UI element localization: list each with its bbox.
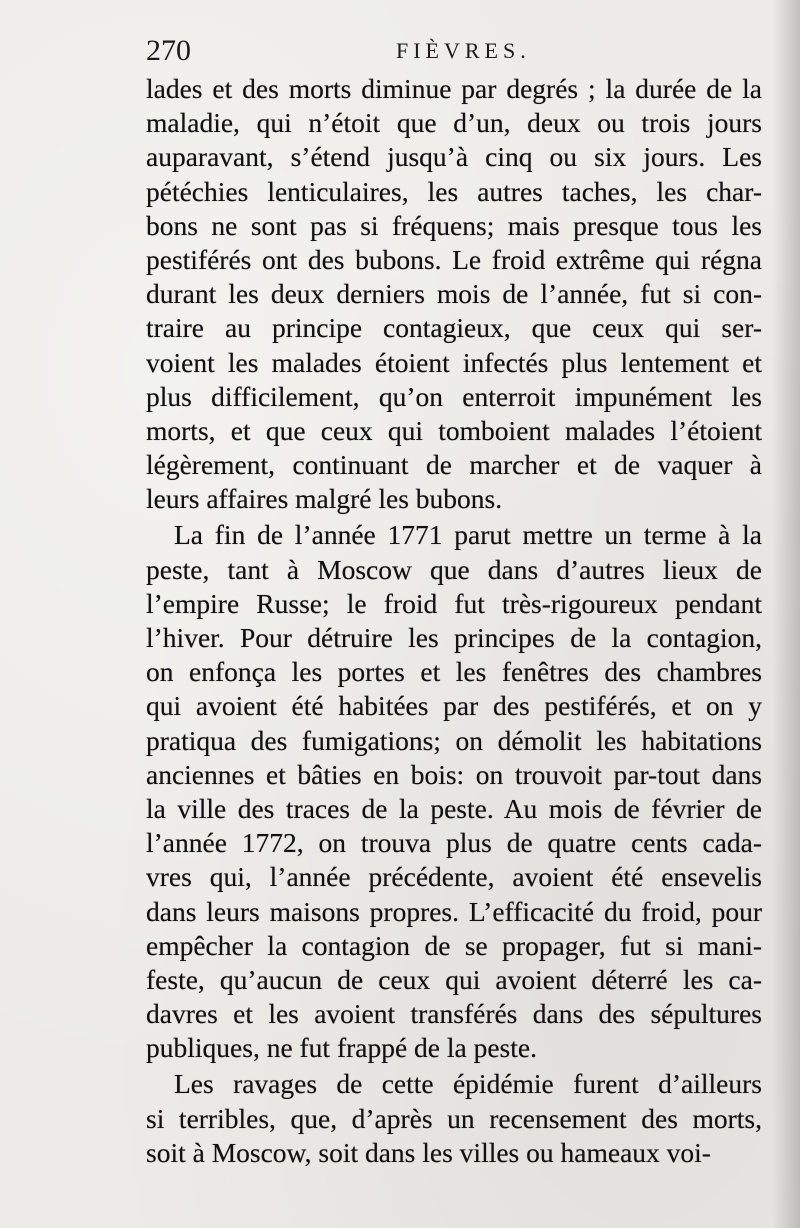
running-head: FIÈVRES. [396,38,531,63]
text-line: lades et des morts diminue par degrés ; la durée de la [146,73,762,104]
text-line: La fin de l’année 1771 parut mettre un terme à la [174,519,762,551]
text-line: voient les malades étoient infectés plus lentement et [146,346,762,378]
text-line: pestiférés ont des bubons. Le froid extrême qui régna [146,243,762,275]
text-line: durant les deux derniers mois de l’année, fut si con- [146,278,762,310]
text-line: leurs affaires malgré les bubons. [146,483,503,515]
page-header [146,30,766,70]
paragraph [146,72,762,516]
text-line: la ville des traces de la peste. Au mois de février de [146,792,762,824]
text-line: Les ravages de cette épidémie furent d’ailleurs [174,1068,762,1100]
text-line: pétéchies lenticulaires, les autres taches, les char- [146,175,762,207]
text-line: soit à Moscow, soit dans les villes ou hameaux voi- [146,1136,711,1168]
text-line: plus difficilement, qu’on enterroit impunément les [146,380,762,412]
text-line: davres et les avoient transférés dans des sépultures [146,998,762,1030]
text-line: traire au principe contagieux, que ceux qui ser- [146,312,762,344]
text-line: si terribles, que, d’après un recensement des morts, [146,1102,762,1134]
text-line: qui avoient été habitées par des pestiférés, et on y [146,690,762,722]
text-line: légèrement, continuant de marcher et de vaquer à [146,449,762,481]
text-line: publiques, ne fut frappé de la peste. [146,1032,537,1064]
text-line: auparavant, s’étend jusqu’à cinq ou six jours. Les [146,141,762,173]
text-line: feste, qu’aucun de ceux qui avoient déterré les ca- [146,963,762,995]
text-line: vres qui, l’année précédente, avoient été ensevelis [146,861,762,893]
text-line: dans leurs maisons propres. L’efficacité du froid, pour [146,895,762,927]
text-line: maladie, qui n’étoit que d’un, deux ou trois jours [146,107,762,139]
text-line: morts, et que ceux qui tomboient malades l’étoient [146,414,762,446]
paragraph [146,518,762,1065]
gutter-shadow [772,0,800,1228]
text-line: bons ne sont pas si fréquens; mais presque tous les [146,209,762,241]
text-line: l’hiver. Pour détruire les principes de la contagion, [146,622,762,653]
paragraph [146,1067,762,1170]
text-line: peste, tant à Moscow que dans d’autres lieux de [146,553,762,585]
text-line: anciennes et bâties en bois: on trouvoit par-tout dans [146,758,762,790]
text-line: empêcher la contagion de se propager, fut si mani- [146,929,762,961]
text-line: pratiqua des fumigations; on démolit les habitations [146,724,762,756]
text-line: l’empire Russe; le froid fut très-rigoureux pendant [146,587,762,619]
text-line: l’année 1772, on trouva plus de quatre cents cada- [146,827,762,859]
text-line: on enfonça les portes et les fenêtres des chambres [146,656,762,688]
page-number: 270 [146,34,191,67]
body-text [146,72,762,1170]
